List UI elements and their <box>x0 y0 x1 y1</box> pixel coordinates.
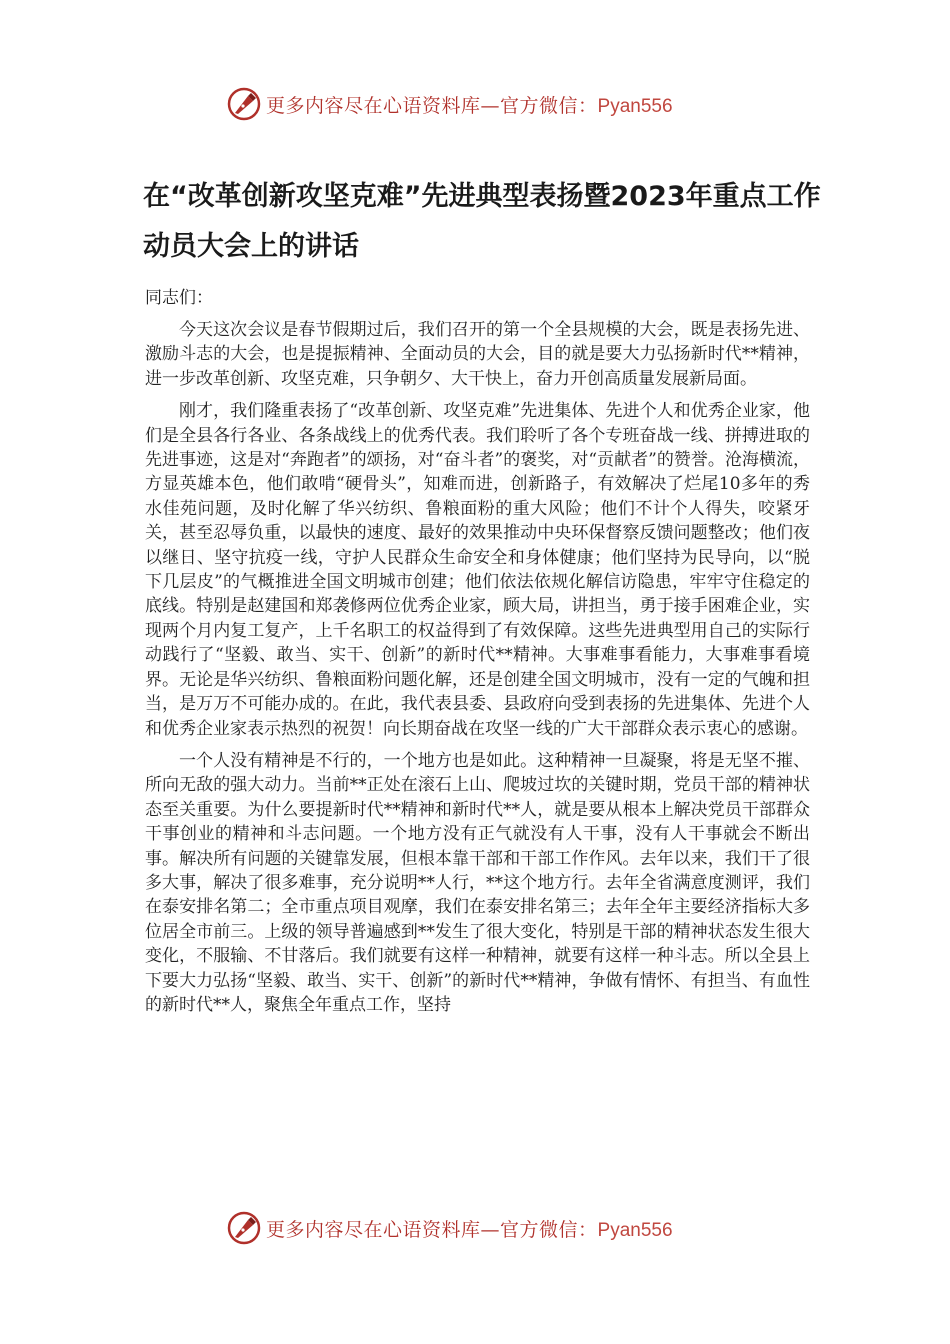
footer-banner <box>0 1206 950 1250</box>
document-title: 在“改革创新攻坚克难”先进典型表扬暨2023年重点工作动员大会上的讲话 <box>143 181 821 262</box>
header-banner-text <box>266 91 673 118</box>
header-banner <box>0 82 950 126</box>
salutation: 同志们： <box>145 288 213 308</box>
header-wechat-id: Pyan556 <box>597 95 673 117</box>
paragraph-2: 刚才，我们隆重表扬了“改革创新、攻坚克难”先进集体、先进个人和优秀企业家，他们是全县各行各业、各条战线上的优秀代表。我们聆听了各个专班奋战一线、拼搏进取的先进事迹，这是对“奔跑者”的颂扬，对“奋斗者”的褒奖，对“贡献者”的赞誉。沧海横流，方显英雄本色，他们敢啃“硬骨头”，知难而进，创新路子，有效解决了烂尾10多年的秀水佳苑问题，及时化解了华兴纺织、鲁粮面粉的重大风险；他们不计个人得失，咬紧牙关，甚至忍辱负重，以最快的速度、最好的效果推动中央环保督察反馈问题整改；他们夜以继日、坚守抗疫一线，守护人民群众生命安全和身体健康；他们坚持为民导向，以“脱下几层皮”的气概推进全国文明城市创建；他们依法依规化解信访隐患，牢牢守住稳定的底线。特别是赵建国和郑袭修两位优秀企业家，顾大局，讲担当，勇于接手困难企业，实现两个月内复工复产，上千名职工的权益得到了有效保障。这些先进典型用自己的实际行动践行了“坚毅、敢当、实干、创新”的新时代**精神。大事难事看能力，大事难事看境界。无论是华兴纺织、鲁粮面粉问题化解，还是创建全国文明城市，没有一定的气魄和担当，是万万不可能办成的。在此，我代表县委、县政府向受到表扬的先进集体、先进个人和优秀企业家表示热烈的祝贺！向长期奋战在攻坚一线的广大干部群众表示衷心的感谢。 <box>145 401 810 739</box>
document-body <box>145 286 810 1025</box>
header-banner-label: 更多内容尽在心语资料库—官方微信： <box>266 94 598 117</box>
pen-nib-logo-icon <box>226 86 262 122</box>
footer-banner-label: 更多内容尽在心语资料库—官方微信： <box>266 1218 598 1241</box>
footer-wechat-id: Pyan556 <box>597 1219 673 1241</box>
paragraph-1: 今天这次会议是春节假期过后，我们召开的第一个全县规模的大会，既是表扬先进、激励斗志的大会，也是提振精神、全面动员的大会，目的就是要大力弘扬新时代**精神，进一步改革创新、攻坚克难，只争朝夕、大干快上，奋力开创高质量发展新局面。 <box>145 320 810 389</box>
footer-banner-text <box>266 1215 673 1242</box>
paragraph-3: 一个人没有精神是不行的，一个地方也是如此。这种精神一旦凝聚，将是无坚不摧、所向无敌的强大动力。当前**正处在滚石上山、爬坡过坎的关键时期，党员干部的精神状态至关重要。为什么要提新时代**精神和新时代**人，就是要从根本上解决党员干部群众干事创业的精神和斗志问题。一个地方没有正气就没有人干事，没有人干事就会不断出事。解决所有问题的关键靠发展，但根本靠干部和干部工作作风。去年以来，我们干了很多大事，解决了很多难事，充分说明**人行，**这个地方行。去年全省满意度测评，我们在泰安排名第二；全市重点项目观摩，我们在泰安排名第三；去年全年主要经济指标大多位居全市前三。上级的领导普遍感到**发生了很大变化，特别是干部的精神状态发生很大变化，不服输、不甘落后。我们就要有这样一种精神，就要有这样一种斗志。所以全县上下要大力弘扬“坚毅、敢当、实干、创新”的新时代**精神，争做有情怀、有担当、有血性的新时代**人，聚焦全年重点工作，坚持 <box>145 750 810 1015</box>
pen-nib-logo-icon <box>226 1210 262 1246</box>
